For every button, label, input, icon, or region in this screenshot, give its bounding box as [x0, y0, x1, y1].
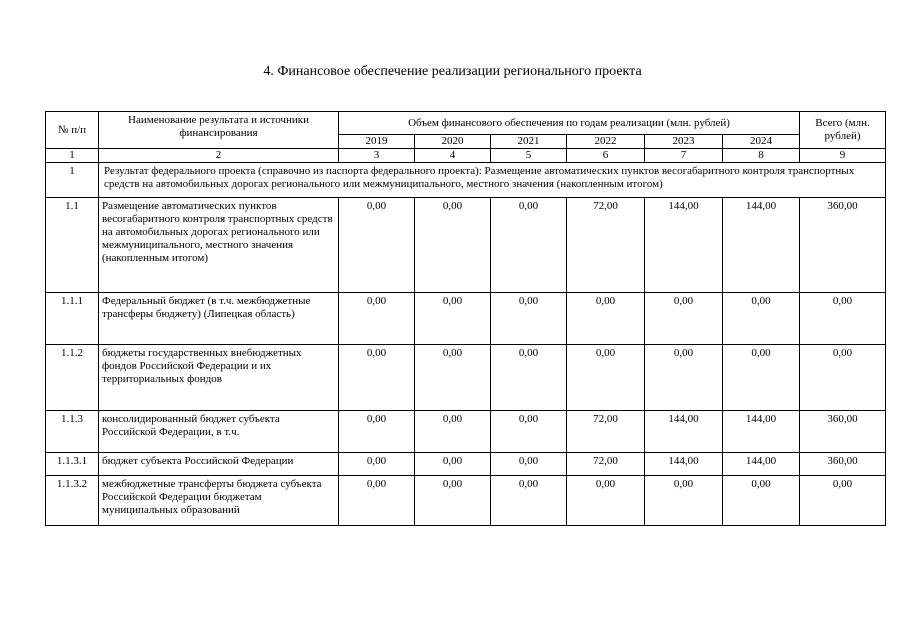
row-total: 0,00 — [800, 476, 886, 526]
column-number: 3 — [339, 149, 415, 163]
column-number: 5 — [491, 149, 567, 163]
header-volume: Объем финансового обеспечения по годам реализации (млн. рублей) — [339, 112, 800, 135]
header-year: 2022 — [567, 135, 645, 149]
row-value: 144,00 — [645, 198, 723, 293]
row-name: Размещение автоматических пунктов весогабаритного контроля транспортных средств на автомобильных дорогах регионального или межмуниципального, местного значения (накопленным итогом) — [99, 198, 339, 293]
row-value: 0,00 — [415, 411, 491, 453]
row-value: 0,00 — [491, 293, 567, 345]
row-value: 0,00 — [339, 293, 415, 345]
row-value: 0,00 — [339, 453, 415, 476]
row-value: 0,00 — [415, 293, 491, 345]
header-num: № п/п — [46, 112, 99, 149]
row-value: 144,00 — [723, 198, 800, 293]
row-value: 0,00 — [491, 411, 567, 453]
row-total: 360,00 — [800, 411, 886, 453]
header-name: Наименование результата и источники финансирования — [99, 112, 339, 149]
row-value: 0,00 — [723, 293, 800, 345]
column-number: 9 — [800, 149, 886, 163]
header-year: 2019 — [339, 135, 415, 149]
row-value: 0,00 — [491, 198, 567, 293]
column-number: 6 — [567, 149, 645, 163]
header-year: 2023 — [645, 135, 723, 149]
row-value: 0,00 — [723, 345, 800, 411]
row-value: 0,00 — [567, 345, 645, 411]
column-number: 4 — [415, 149, 491, 163]
column-number: 8 — [723, 149, 800, 163]
row-name: межбюджетные трансферты бюджета субъекта Российской Федерации бюджетам муниципальных образований — [99, 476, 339, 526]
header-total: Всего (млн. рублей) — [800, 112, 886, 149]
row-total: 0,00 — [800, 293, 886, 345]
table-row — [46, 198, 886, 293]
page-title: 4. Финансовое обеспечение реализации регионального проекта — [263, 64, 642, 79]
row-num: 1.1.3 — [46, 411, 99, 453]
row-value: 0,00 — [415, 198, 491, 293]
row-value: 0,00 — [491, 476, 567, 526]
row-value: 0,00 — [415, 345, 491, 411]
row-num: 1.1.3.2 — [46, 476, 99, 526]
financing-table — [45, 111, 886, 526]
row-value: 0,00 — [645, 345, 723, 411]
header-year: 2024 — [723, 135, 800, 149]
row-total: 360,00 — [800, 198, 886, 293]
row-value: 0,00 — [339, 345, 415, 411]
result-text: Результат федерального проекта (справочно из паспорта федерального проекта): Размещение автоматических пунктов весогабаритного контроля транспортных средств на автомобильных дорогах регионального или межмуниципального, местного значения (накопленным итогом) — [99, 163, 886, 198]
table-row — [46, 411, 886, 453]
table-row — [46, 345, 886, 411]
column-number: 7 — [645, 149, 723, 163]
row-value: 0,00 — [415, 453, 491, 476]
column-number: 2 — [99, 149, 339, 163]
row-num: 1.1.3.1 — [46, 453, 99, 476]
row-value: 144,00 — [723, 453, 800, 476]
row-name: бюджеты государственных внебюджетных фондов Российской Федерации и их территориальных фондов — [99, 345, 339, 411]
row-value: 0,00 — [491, 453, 567, 476]
table-row — [46, 453, 886, 476]
row-value: 144,00 — [645, 453, 723, 476]
row-value: 0,00 — [491, 345, 567, 411]
row-value: 0,00 — [723, 476, 800, 526]
row-value: 144,00 — [723, 411, 800, 453]
row-value: 0,00 — [339, 476, 415, 526]
row-value: 0,00 — [415, 476, 491, 526]
row-total: 0,00 — [800, 345, 886, 411]
row-value: 0,00 — [339, 198, 415, 293]
row-total: 360,00 — [800, 453, 886, 476]
result-num: 1 — [46, 163, 99, 198]
column-number: 1 — [46, 149, 99, 163]
row-num: 1.1 — [46, 198, 99, 293]
row-num: 1.1.1 — [46, 293, 99, 345]
row-value: 0,00 — [567, 476, 645, 526]
header-year: 2020 — [415, 135, 491, 149]
row-value: 0,00 — [645, 476, 723, 526]
row-num: 1.1.2 — [46, 345, 99, 411]
row-name: консолидированный бюджет субъекта Российской Федерации, в т.ч. — [99, 411, 339, 453]
row-value: 72,00 — [567, 411, 645, 453]
row-value: 0,00 — [645, 293, 723, 345]
row-value: 72,00 — [567, 198, 645, 293]
row-name: Федеральный бюджет (в т.ч. межбюджетные трансферы бюджету) (Липецкая область) — [99, 293, 339, 345]
table-row — [46, 476, 886, 526]
row-name: бюджет субъекта Российской Федерации — [99, 453, 339, 476]
row-value: 0,00 — [339, 411, 415, 453]
header-year: 2021 — [491, 135, 567, 149]
table-row — [46, 293, 886, 345]
row-value: 72,00 — [567, 453, 645, 476]
row-value: 0,00 — [567, 293, 645, 345]
row-value: 144,00 — [645, 411, 723, 453]
